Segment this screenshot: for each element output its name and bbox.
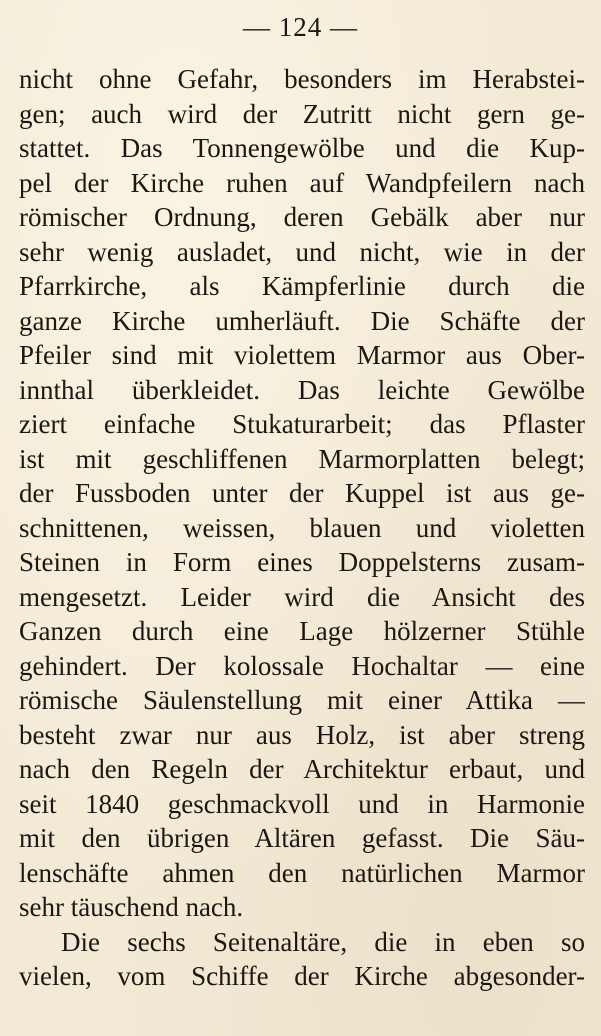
text-line: stattet. Das Tonnengewölbe und die Kup- — [19, 133, 585, 163]
text-line: römische Säulenstellung mit einer Attika — — [19, 685, 585, 715]
text-line: ist mit geschliffenen Marmorplatten belegt; — [19, 443, 585, 474]
text-line: römischer Ordnung, deren Gebälk aber nur — [19, 202, 585, 232]
text-line: Ganzen durch eine Lage hölzerner Stühle — [19, 616, 585, 646]
text-line: Steinen in Form eines Doppelsterns zusam- — [19, 547, 585, 577]
text-line: Pfeiler sind mit violettem Marmor aus Ober- — [19, 340, 585, 370]
text-line: nach den Regeln der Architektur erbaut, und — [19, 754, 585, 784]
text-line: mengesetzt. Leider wird die Ansicht des — [19, 581, 585, 612]
body-text — [19, 62, 585, 994]
text-line: schnittenen, weissen, blauen und violetten — [19, 512, 585, 543]
text-line: sehr wenig ausladet, und nicht, wie in der — [19, 236, 585, 267]
text-line: vielen, vom Schiffe der Kirche abgesonder- — [19, 961, 585, 991]
text-line: ganze Kirche umherläuft. Die Schäfte der — [19, 305, 585, 336]
paragraph-start-line: Die sechs Seitenaltäre, die in eben so — [61, 926, 585, 957]
text-line: innthal überkleidet. Das leichte Gewölbe — [19, 374, 585, 405]
text-line: Pfarrkirche, als Kämpferlinie durch die — [19, 271, 585, 301]
text-line: seit 1840 geschmackvoll und in Harmonie — [19, 788, 585, 819]
text-line: mit den übrigen Altären gefasst. Die Säu- — [19, 823, 585, 853]
paragraph-end-line: sehr täuschend nach. — [19, 892, 244, 922]
text-line: gehindert. Der kolossale Hochaltar — eine — [19, 650, 585, 681]
text-line: besteht zwar nur aus Holz, ist aber streng — [19, 719, 585, 750]
text-line: pel der Kirche ruhen auf Wandpfeilern nach — [19, 167, 585, 198]
text-line: lenschäfte ahmen den natürlichen Marmor — [19, 857, 585, 888]
text-line: der Fussboden unter der Kuppel ist aus ge- — [19, 478, 585, 508]
text-line: ziert einfache Stukaturarbeit; das Pflaster — [19, 409, 585, 439]
text-line: nicht ohne Gefahr, besonders im Herabstei- — [19, 64, 585, 94]
page-number: — 124 — — [243, 12, 358, 42]
text-line: gen; auch wird der Zutritt nicht gern ge- — [19, 98, 585, 129]
